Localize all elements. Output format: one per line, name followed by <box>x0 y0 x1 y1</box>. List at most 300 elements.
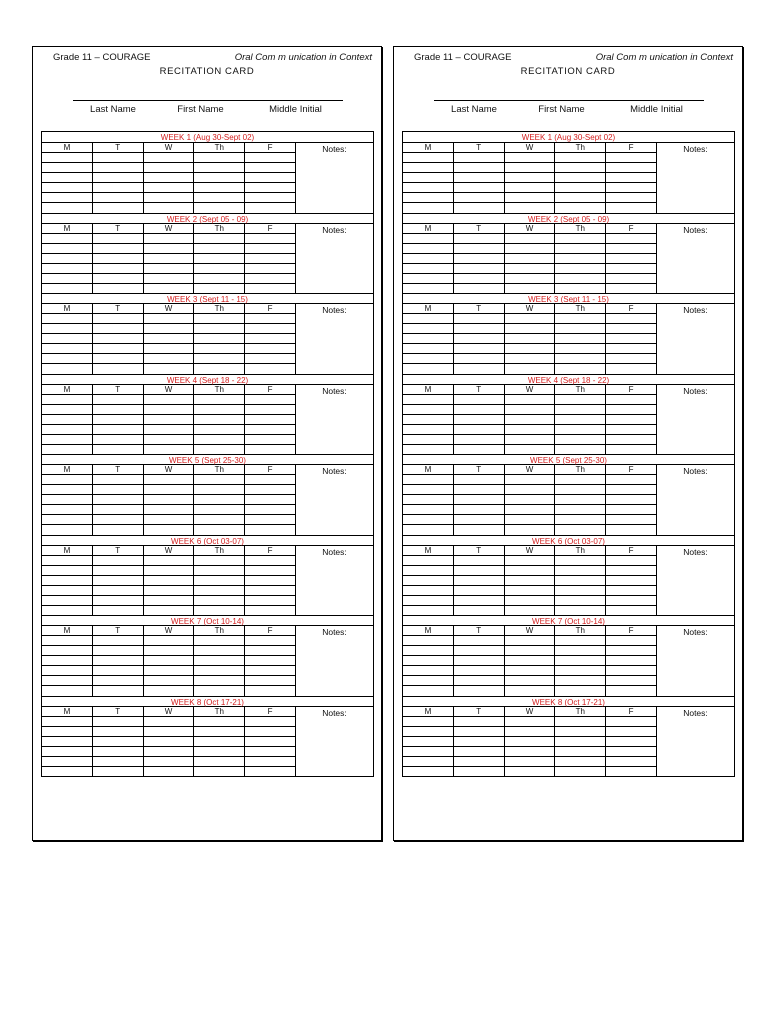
recitation-entry-cell <box>555 314 606 323</box>
recitation-entry-cell <box>194 505 245 514</box>
last-name-label: Last Name <box>90 104 136 115</box>
recitation-entry-cell <box>555 596 606 605</box>
day-header-cell: F <box>606 465 657 474</box>
day-header-cell: M <box>42 626 93 635</box>
recitation-entry-row <box>42 284 296 293</box>
recitation-entry-cell <box>245 646 296 655</box>
recitation-entry-row <box>403 244 657 254</box>
recitation-entry-cell <box>93 686 144 695</box>
week-block <box>403 615 734 696</box>
day-grid <box>42 546 296 616</box>
recitation-entry-cell <box>606 395 657 404</box>
recitation-entry-cell <box>505 727 556 736</box>
recitation-entry-row <box>42 586 296 596</box>
recitation-entry-cell <box>194 515 245 524</box>
recitation-entry-cell <box>454 525 505 534</box>
recitation-entry-cell <box>93 183 144 192</box>
recitation-entry-cell <box>245 747 296 756</box>
recitation-entry-cell <box>403 686 454 695</box>
recitation-entry-row <box>42 163 296 173</box>
day-header-row <box>42 465 296 475</box>
recitation-entry-cell <box>505 354 556 363</box>
recitation-entry-cell <box>194 606 245 615</box>
recitation-entry-cell <box>245 737 296 746</box>
day-header-cell: W <box>144 385 195 394</box>
recitation-entry-cell <box>144 475 195 484</box>
recitation-entry-cell <box>555 395 606 404</box>
day-header-cell: M <box>42 707 93 716</box>
day-grid <box>42 143 296 213</box>
recitation-entry-cell <box>403 666 454 675</box>
recitation-entry-cell <box>42 193 93 202</box>
day-header-cell: Th <box>555 546 606 555</box>
recitation-entry-cell <box>505 636 556 645</box>
day-grid <box>403 707 657 777</box>
recitation-entry-row <box>403 415 657 425</box>
week-title: WEEK 6 (Oct 03-07) <box>403 535 734 546</box>
recitation-entry-row <box>403 727 657 737</box>
recitation-entry-cell <box>144 203 195 212</box>
recitation-entry-cell <box>194 596 245 605</box>
recitation-entry-cell <box>42 505 93 514</box>
day-header-cell: W <box>144 224 195 233</box>
recitation-entry-cell <box>606 364 657 373</box>
day-header-cell: T <box>93 224 144 233</box>
recitation-entry-cell <box>245 284 296 293</box>
day-header-row <box>403 304 657 314</box>
recitation-entry-row <box>403 515 657 525</box>
day-header-row <box>403 707 657 717</box>
day-header-cell: W <box>505 546 556 555</box>
recitation-entry-row <box>42 254 296 264</box>
day-header-cell: M <box>403 224 454 233</box>
recitation-entry-row <box>403 264 657 274</box>
recitation-entry-row <box>42 364 296 373</box>
day-header-cell: Th <box>194 626 245 635</box>
recitation-entry-cell <box>93 495 144 504</box>
recitation-entry-row <box>403 606 657 615</box>
recitation-entry-cell <box>555 717 606 726</box>
recitation-entry-cell <box>144 405 195 414</box>
day-header-row <box>42 385 296 395</box>
recitation-entry-cell <box>194 264 245 273</box>
recitation-entry-row <box>42 646 296 656</box>
week-body <box>403 546 734 616</box>
recitation-entry-cell <box>555 354 606 363</box>
recitation-entry-cell <box>194 284 245 293</box>
recitation-entry-row <box>403 445 657 454</box>
recitation-entry-row <box>42 666 296 676</box>
recitation-entry-cell <box>505 244 556 253</box>
recitation-entry-cell <box>505 173 556 182</box>
recitation-entry-cell <box>93 656 144 665</box>
day-header-cell: F <box>606 626 657 635</box>
recitation-entry-cell <box>93 566 144 575</box>
recitation-entry-cell <box>245 505 296 514</box>
recitation-entry-cell <box>403 727 454 736</box>
day-header-cell: Th <box>555 385 606 394</box>
recitation-entry-cell <box>606 334 657 343</box>
recitation-entry-cell <box>403 737 454 746</box>
notes-area: Notes: <box>322 466 347 476</box>
recitation-entry-row <box>42 395 296 405</box>
week-block <box>42 535 373 616</box>
recitation-entry-cell <box>42 334 93 343</box>
recitation-entry-cell <box>144 274 195 283</box>
recitation-entry-cell <box>454 566 505 575</box>
week-body <box>403 385 734 455</box>
recitation-entry-row <box>403 636 657 646</box>
recitation-entry-row <box>42 354 296 364</box>
recitation-entry-cell <box>555 576 606 585</box>
recitation-entry-cell <box>555 666 606 675</box>
recitation-entry-row <box>42 244 296 254</box>
recitation-entry-cell <box>144 254 195 263</box>
recitation-entry-cell <box>505 576 556 585</box>
week-title: WEEK 4 (Sept 18 - 22) <box>42 374 373 385</box>
recitation-entry-cell <box>403 173 454 182</box>
week-block <box>403 454 734 535</box>
week-block <box>42 615 373 696</box>
recitation-entry-row <box>42 445 296 454</box>
recitation-entry-cell <box>42 173 93 182</box>
recitation-entry-row <box>42 173 296 183</box>
recitation-entry-cell <box>403 646 454 655</box>
recitation-entry-cell <box>245 686 296 695</box>
day-header-cell: F <box>606 707 657 716</box>
recitation-entry-cell <box>606 314 657 323</box>
recitation-entry-cell <box>245 254 296 263</box>
recitation-entry-cell <box>555 163 606 172</box>
week-block <box>403 213 734 294</box>
recitation-entry-cell <box>606 636 657 645</box>
recitation-entry-cell <box>454 435 505 444</box>
middle-initial-label: Middle Initial <box>269 104 322 115</box>
recitation-entry-cell <box>606 747 657 756</box>
recitation-entry-cell <box>194 395 245 404</box>
recitation-entry-cell <box>454 254 505 263</box>
recitation-entry-cell <box>245 234 296 243</box>
recitation-entry-cell <box>245 415 296 424</box>
day-header-row <box>42 707 296 717</box>
recitation-entry-row <box>42 153 296 163</box>
recitation-entry-row <box>403 314 657 324</box>
recitation-entry-cell <box>245 556 296 565</box>
recitation-entry-row <box>403 495 657 505</box>
recitation-entry-row <box>403 203 657 212</box>
recitation-entry-cell <box>93 153 144 162</box>
recitation-entry-cell <box>505 515 556 524</box>
week-body <box>42 465 373 535</box>
day-header-cell: T <box>454 465 505 474</box>
recitation-entry-cell <box>245 334 296 343</box>
recitation-entry-row <box>403 737 657 747</box>
week-title: WEEK 8 (Oct 17-21) <box>403 696 734 707</box>
day-grid <box>403 304 657 374</box>
recitation-entry-cell <box>245 203 296 212</box>
name-labels <box>434 104 704 115</box>
recitation-entry-cell <box>93 475 144 484</box>
day-header-cell: W <box>505 465 556 474</box>
recitation-entry-cell <box>144 284 195 293</box>
recitation-entry-cell <box>144 727 195 736</box>
recitation-entry-row <box>403 254 657 264</box>
recitation-entry-cell <box>403 244 454 253</box>
recitation-entry-cell <box>505 495 556 504</box>
notes-area: Notes: <box>683 144 708 154</box>
recitation-entry-cell <box>454 173 505 182</box>
week-body <box>403 143 734 213</box>
day-header-cell: W <box>144 465 195 474</box>
day-header-cell: T <box>93 385 144 394</box>
recitation-entry-cell <box>555 203 606 212</box>
recitation-entry-cell <box>606 485 657 494</box>
recitation-entry-cell <box>245 344 296 353</box>
day-header-cell: Th <box>555 224 606 233</box>
day-grid <box>42 626 296 696</box>
week-body <box>42 626 373 696</box>
recitation-entry-cell <box>144 314 195 323</box>
recitation-entry-row <box>403 757 657 767</box>
week-title: WEEK 2 (Sept 05 - 09) <box>42 213 373 224</box>
week-title: WEEK 7 (Oct 10-14) <box>42 615 373 626</box>
recitation-entry-row <box>403 525 657 534</box>
recitation-entry-cell <box>454 395 505 404</box>
recitation-entry-cell <box>245 173 296 182</box>
recitation-entry-cell <box>144 344 195 353</box>
recitation-entry-cell <box>403 485 454 494</box>
recitation-entry-cell <box>93 395 144 404</box>
notes-area: Notes: <box>322 385 347 396</box>
recitation-entry-cell <box>42 153 93 162</box>
recitation-entry-cell <box>194 425 245 434</box>
recitation-entry-cell <box>403 747 454 756</box>
recitation-entry-cell <box>144 576 195 585</box>
recitation-entry-cell <box>93 727 144 736</box>
recitation-entry-row <box>42 525 296 534</box>
recitation-entry-row <box>42 747 296 757</box>
day-header-cell: T <box>454 304 505 313</box>
week-body <box>42 224 373 294</box>
recitation-entry-cell <box>555 234 606 243</box>
day-header-cell: F <box>245 304 296 313</box>
day-header-cell: Th <box>194 546 245 555</box>
day-header-cell: M <box>42 304 93 313</box>
week-title: WEEK 3 (Sept 11 - 15) <box>403 293 734 304</box>
recitation-entry-cell <box>245 405 296 414</box>
recitation-entry-cell <box>606 576 657 585</box>
recitation-entry-cell <box>403 656 454 665</box>
week-body <box>403 465 734 535</box>
recitation-entry-cell <box>555 193 606 202</box>
recitation-entry-cell <box>144 364 195 373</box>
recitation-entry-cell <box>454 475 505 484</box>
recitation-entry-cell <box>42 405 93 414</box>
recitation-entry-cell <box>194 334 245 343</box>
recitation-entry-cell <box>403 556 454 565</box>
recitation-entry-cell <box>245 566 296 575</box>
recitation-entry-cell <box>454 445 505 454</box>
week-block <box>42 293 373 374</box>
recitation-entry-cell <box>555 757 606 766</box>
recitation-entry-cell <box>194 586 245 595</box>
recitation-entry-cell <box>42 646 93 655</box>
recitation-entry-cell <box>505 757 556 766</box>
recitation-entry-cell <box>454 596 505 605</box>
notes-area: Notes: <box>322 144 347 154</box>
recitation-entry-row <box>403 586 657 596</box>
recitation-entry-cell <box>144 153 195 162</box>
recitation-entry-cell <box>505 676 556 685</box>
recitation-entry-cell <box>93 344 144 353</box>
recitation-entry-cell <box>194 556 245 565</box>
recitation-entry-cell <box>194 344 245 353</box>
day-header-row <box>403 224 657 234</box>
recitation-entry-cell <box>42 425 93 434</box>
day-header-cell: W <box>505 707 556 716</box>
recitation-entry-cell <box>42 354 93 363</box>
recitation-entry-cell <box>606 727 657 736</box>
recitation-entry-cell <box>194 163 245 172</box>
recitation-entry-cell <box>144 515 195 524</box>
recitation-card-left <box>32 46 382 841</box>
recitation-entry-cell <box>606 163 657 172</box>
recitation-entry-cell <box>555 727 606 736</box>
recitation-entry-cell <box>144 717 195 726</box>
day-header-cell: M <box>42 465 93 474</box>
day-grid <box>403 224 657 294</box>
recitation-entry-cell <box>93 405 144 414</box>
recitation-entry-cell <box>403 515 454 524</box>
day-header-cell: F <box>245 143 296 152</box>
week-block <box>42 132 373 213</box>
day-header-cell: W <box>144 626 195 635</box>
week-title: WEEK 7 (Oct 10-14) <box>403 615 734 626</box>
recitation-entry-cell <box>144 334 195 343</box>
recitation-entry-cell <box>194 576 245 585</box>
recitation-entry-cell <box>505 747 556 756</box>
recitation-entry-cell <box>505 505 556 514</box>
recitation-entry-cell <box>555 264 606 273</box>
recitation-entry-cell <box>505 445 556 454</box>
recitation-entry-cell <box>454 767 505 776</box>
recitation-entry-cell <box>606 234 657 243</box>
recitation-entry-cell <box>454 284 505 293</box>
recitation-entry-cell <box>93 354 144 363</box>
recitation-entry-cell <box>454 344 505 353</box>
recitation-entry-cell <box>505 153 556 162</box>
recitation-entry-cell <box>454 576 505 585</box>
recitation-entry-cell <box>505 737 556 746</box>
recitation-entry-cell <box>505 596 556 605</box>
recitation-entry-cell <box>606 203 657 212</box>
recitation-entry-row <box>42 485 296 495</box>
notes-area: Notes: <box>683 385 708 396</box>
card-title: RECITATION CARD <box>159 66 255 77</box>
recitation-entry-cell <box>245 475 296 484</box>
recitation-entry-cell <box>454 183 505 192</box>
recitation-card-right <box>393 46 743 841</box>
recitation-entry-cell <box>454 727 505 736</box>
recitation-entry-cell <box>245 425 296 434</box>
week-body <box>42 385 373 455</box>
day-header-cell: W <box>505 304 556 313</box>
recitation-entry-cell <box>606 556 657 565</box>
day-header-cell: Th <box>194 304 245 313</box>
recitation-entry-cell <box>245 727 296 736</box>
week-block <box>403 374 734 455</box>
recitation-entry-cell <box>194 495 245 504</box>
day-header-cell: W <box>144 304 195 313</box>
week-block <box>42 454 373 535</box>
recitation-entry-cell <box>93 334 144 343</box>
recitation-entry-cell <box>93 485 144 494</box>
day-header-row <box>403 546 657 556</box>
recitation-entry-row <box>42 576 296 586</box>
week-title: WEEK 6 (Oct 03-07) <box>42 535 373 546</box>
recitation-entry-cell <box>42 515 93 524</box>
recitation-entry-cell <box>93 747 144 756</box>
week-title: WEEK 4 (Sept 18 - 22) <box>403 374 734 385</box>
recitation-entry-row <box>42 596 296 606</box>
week-body <box>403 626 734 696</box>
recitation-entry-cell <box>144 163 195 172</box>
recitation-entry-cell <box>42 274 93 283</box>
recitation-entry-row <box>42 505 296 515</box>
day-header-cell: Th <box>194 224 245 233</box>
recitation-entry-cell <box>555 505 606 514</box>
name-signature-line <box>73 100 343 101</box>
day-header-cell: W <box>505 224 556 233</box>
day-header-cell: T <box>93 707 144 716</box>
recitation-entry-cell <box>144 767 195 776</box>
day-grid <box>42 304 296 374</box>
recitation-entry-row <box>403 163 657 173</box>
first-name-label: First Name <box>177 104 224 115</box>
recitation-entry-cell <box>606 737 657 746</box>
recitation-entry-cell <box>505 666 556 675</box>
recitation-entry-cell <box>245 153 296 162</box>
recitation-entry-cell <box>454 636 505 645</box>
recitation-entry-cell <box>505 274 556 283</box>
recitation-entry-cell <box>245 757 296 766</box>
recitation-entry-cell <box>555 656 606 665</box>
recitation-entry-cell <box>606 566 657 575</box>
recitation-entry-cell <box>93 163 144 172</box>
day-grid <box>403 626 657 696</box>
recitation-entry-cell <box>606 244 657 253</box>
day-header-row <box>42 143 296 153</box>
grade-section: Grade 11 – COURAGE <box>414 52 512 63</box>
recitation-entry-cell <box>555 586 606 595</box>
recitation-entry-cell <box>403 636 454 645</box>
day-grid <box>403 546 657 616</box>
recitation-entry-cell <box>454 717 505 726</box>
recitation-entry-cell <box>144 556 195 565</box>
notes-area: Notes: <box>322 305 347 315</box>
recitation-entry-cell <box>606 173 657 182</box>
recitation-entry-row <box>42 405 296 415</box>
subject-title: Oral Com m unication in Context <box>234 52 372 63</box>
day-header-cell: T <box>454 385 505 394</box>
recitation-entry-cell <box>194 203 245 212</box>
week-block <box>403 535 734 616</box>
day-header-cell: F <box>606 304 657 313</box>
recitation-entry-row <box>42 676 296 686</box>
recitation-entry-cell <box>555 244 606 253</box>
recitation-entry-cell <box>403 163 454 172</box>
recitation-entry-cell <box>606 284 657 293</box>
